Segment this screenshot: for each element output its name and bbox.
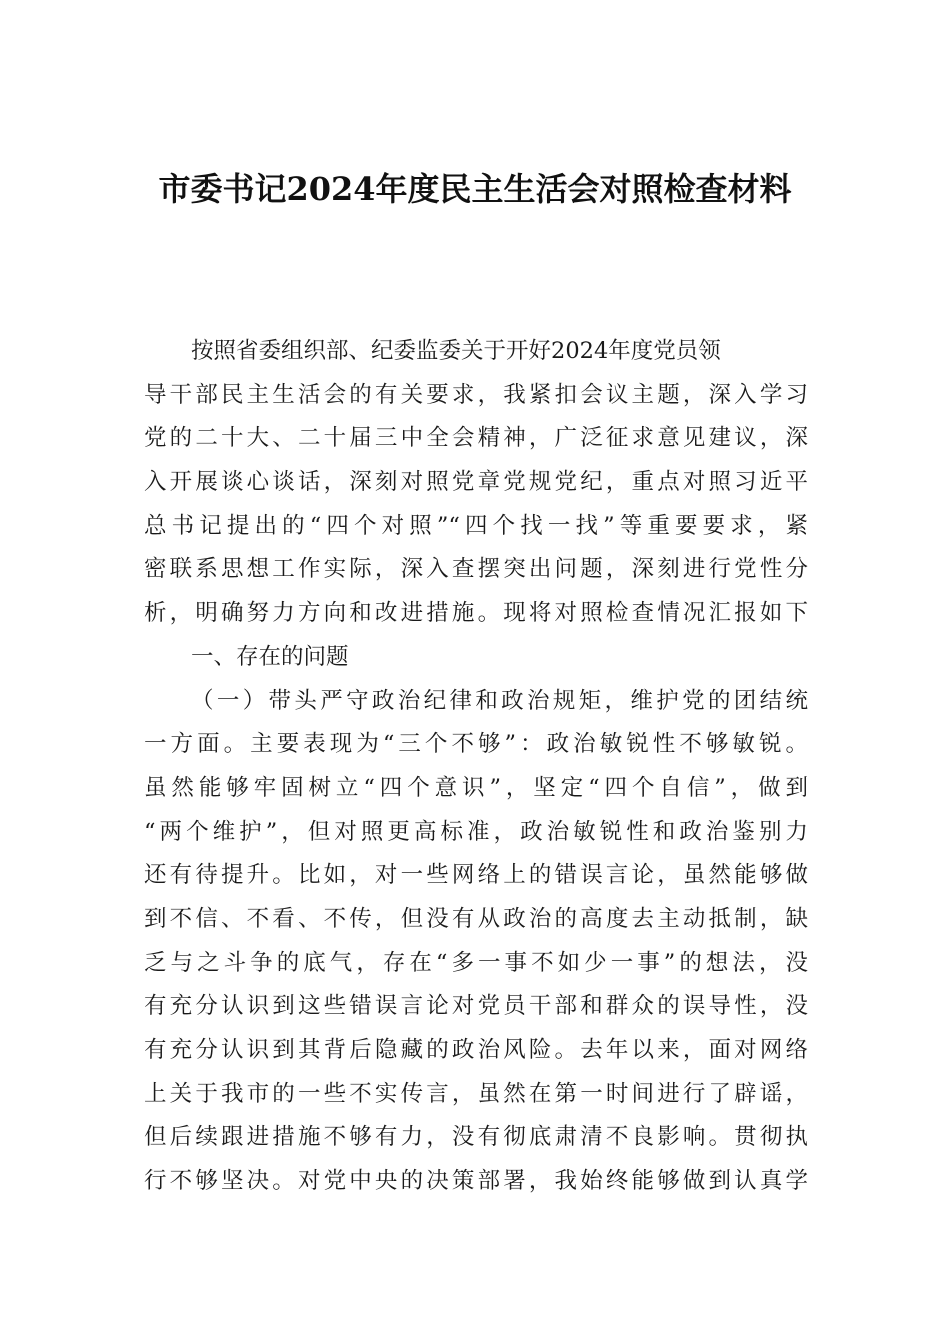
section-heading: 一、存在的问题 (191, 643, 349, 670)
paragraph-line: 乏与之斗争的底气，存在“多一事不如少一事”的想法，没 (144, 949, 808, 976)
paragraph-line: 有充分认识到其背后隐藏的政治风险。去年以来，面对网络 (144, 1037, 808, 1063)
document-body (144, 330, 808, 1204)
paragraph-line: 还有待提升。比如，对一些网络上的错误言论，虽然能够做 (144, 862, 808, 889)
paragraph-line: 党的二十大、二十届三中全会精神，广泛征求意见建议，深 (144, 425, 808, 452)
paragraph-line: “两个维护”，但对照更高标准，政治敏锐性和政治鉴别力 (144, 818, 808, 845)
paragraph-line: 到不信、不看、不传，但没有从政治的高度去主动抵制，缺 (144, 905, 808, 932)
paragraph-line: 导干部民主生活会的有关要求，我紧扣会议主题，深入学习 (144, 381, 808, 408)
paragraph-line: 行不够坚决。对党中央的决策部署，我始终能够做到认真学 (144, 1168, 808, 1195)
paragraph-line: 按照省委组织部、纪委监委关于开好2024年度党员领 (191, 338, 721, 364)
paragraph-line: 虽然能够牢固树立“四个意识”，坚定“四个自信”，做到 (144, 774, 808, 801)
paragraph-line: 一方面。主要表现为“三个不够”：政治敏锐性不够敏锐。 (144, 731, 808, 758)
paragraph-line: 密联系思想工作实际，深入查摆突出问题，深刻进行党性分 (144, 556, 808, 583)
subsection-line: （一）带头严守政治纪律和政治规矩，维护党的团结统 (191, 687, 808, 714)
paragraph-line: 析，明确努力方向和改进措施。现将对照检查情况汇报如下 (144, 600, 808, 627)
paragraph-line: 有充分认识到这些错误言论对党员干部和群众的误导性，没 (144, 993, 808, 1020)
document-title: 市委书记2024年度民主生活会对照检查材料 (158, 170, 792, 208)
paragraph-line: 入开展谈心谈话，深刻对照党章党规党纪，重点对照习近平 (144, 469, 808, 496)
paragraph-line: 但后续跟进措施不够有力，没有彻底肃清不良影响。贯彻执 (144, 1124, 808, 1151)
paragraph-line: 总书记提出的“四个对照”“四个找一找”等重要要求，紧 (144, 512, 808, 539)
paragraph-line: 上关于我市的一些不实传言，虽然在第一时间进行了辟谣， (144, 1080, 808, 1107)
